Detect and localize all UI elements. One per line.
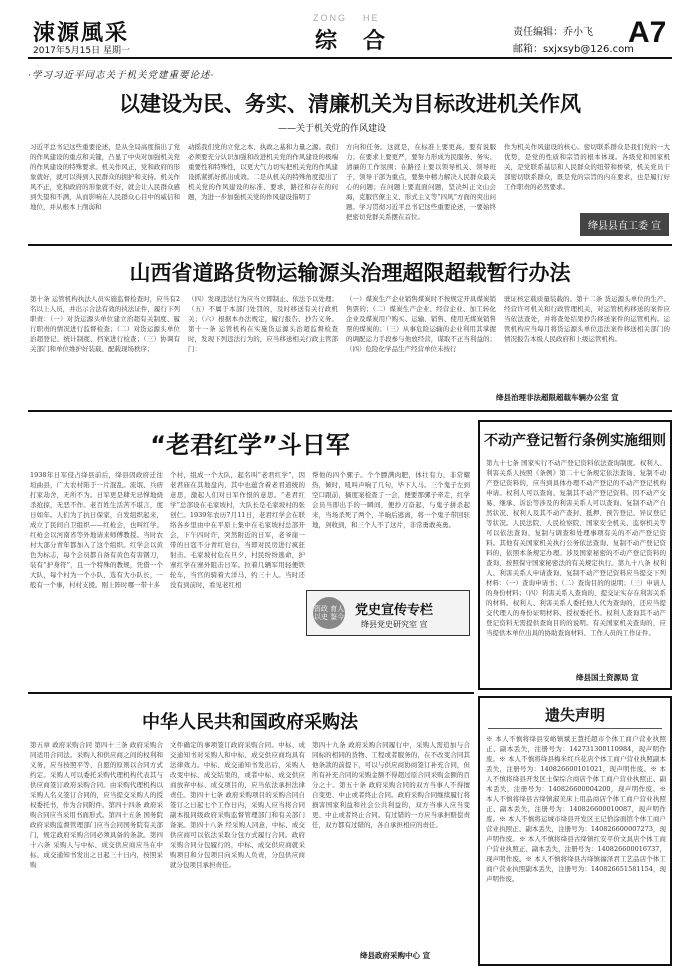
article1-title: 以建设为民、务实、清廉机关为目标改进机关作风 [119, 92, 581, 116]
article5-title: 中华人民共和国政府采购法 [142, 712, 358, 733]
header-rule [28, 57, 672, 59]
article2-column-2: （四）发现违法行为应当立即制止、依法予以处理；（五）不属于本部门处罚的，及时移送有关行政机关；（六）根据本办法规定，履行报告、抄告义务。第十一条 运管机构在实施货运源头治超监督检查时，发现下列违法行为的，应当移送相关行政主管部门： [188, 295, 338, 353]
divider-1 [28, 244, 672, 246]
party-history-box [306, 590, 470, 636]
article4-body: 第九十七条 国家实行不动产登记资料依法查询制度。权利人、利害关系人按照《条例》第二十七条规定依法查询、复制不动产登记资料的，应当到具体办理不动产登记的不动产登记机构申请。权利人可以查询、复制其不动产登记资料。因不动产交易、继承、诉讼等涉及的利害关系人可以查询、复制不动产自然状况、权利人及其不动产查封、抵押、预告登记、异议登记等状况。人民法院、人民检察院、国家安全机关、监察机关等可以依法查询、复制与调查和处理事项有关的不动产登记资料。其他有关国家机关执行公务依法查询、复制不动产登记资料的，依照本条规定办理。涉及国家秘密的不动产登记资料的查询，按照保守国家秘密法的有关规定执行。第九十八条 权利人、利害关系人申请查询、复制不动产登记资料应当提交下列材料：（一）查询申请书；（二）查询目的的说明；（三）申请人的身份材料；（四）利害关系人查询的，提交证实存在利害关系的材料。权利人、利害关系人委托他人代为查询的，还应当提交代理人的身份证明材料、授权委托书。权利人查询其不动产登记资料无需提供查询目的的说明。有关国家机关查询的，应当提供本单位出具的协助查询材料、工作人员的工作证件。 [486, 459, 666, 637]
article1-subtitle: ——关于机关党的作风建设 [278, 124, 387, 134]
lost-notice-rule [488, 728, 662, 729]
issue-date: 2017年5月15日 星期一 [33, 46, 130, 56]
party-history-signature: 绛县党史研究室 宣 [361, 620, 428, 629]
article5-column-2: 文件确定的事项签订政府采购合同。中标、成交通知书对采购人和中标、成交供应商均具有法律效力。中标、成交通知书发出后，采购人改变中标、成交结果的，或者中标、成交供应商放弃中标、成交项目的，应当依法承担法律责任。第四十七条 政府采购项目的采购合同自签订之日起七个工作日内，采购人应当将合同副本报同级政府采购监督管理部门和有关部门备案。第四十八条 经采购人同意，中标、成交供应商可以依法采取分包方式履行合同。政府采购合同分包履行的，中标、成交供应商就采购项目和分包项目向采购人负责，分包供应商就分包项目承担责任。 [170, 741, 305, 869]
article2-column-4: 驶证核定载质量装载的。第十二条 货运源头单位的生产、经营许可机关和行政管理机关，对运管机构移送的案件应当依法查处，并将查处结果抄告移送案件的运管机构。运管机构应当每月将货运源头单位违法案件移送相关部门的情况报告本级人民政府和上级运管机构。 [504, 295, 670, 343]
section-pinyin-1: ZONG [313, 13, 347, 23]
article1-column-4: 作为机关作风建设的核心。密切联系群众是我们党的一大优势，是党的性质和宗旨的根本体现。各级党和国家机关，是党联系基层和人民群众的纽带和桥梁，机关党员干部密切联系群众，既是党的宗旨的内在要求，也是履行好工作职责的必然要求。 [504, 143, 670, 191]
article1-column-2: 动摇我们党的立党之本、执政之基和力量之源。我们必须要充分认识加强和改进机关党的作风建设的极端重要性和特殊性，以更大气力切实把机关党的作风建设抓紧抓好抓出成效。二是从机关的特殊角度提出了机关党的作风建设的标准、要求，路径和存在的问题，为进一步加强机关党的作风建设指明了 [188, 143, 338, 201]
section-pinyin-2: HE [363, 13, 380, 23]
section-title: 综合 [315, 29, 412, 54]
article5-column-3: 第四十九条 政府采购合同履行中，采购人需追加与合同标的相同的货物、工程或者服务的，在不改变合同其他条款的前提下，可以与供应商协商签订补充合同，但所有补充合同的采购金额不得超过原合同采购金额的百分之十。第五十条 政府采购合同的双方当事人不得擅自变更、中止或者终止合同。政府采购合同继续履行将损害国家利益和社会公共利益的，双方当事人应当变更、中止或者终止合同。有过错的一方应当承担赔偿责任，双方都有过错的，各自承担相应的责任。 [312, 741, 470, 829]
newspaper-name: 涑源風采 [33, 21, 130, 46]
article1-kicker: ·学习习近平同志关于机关党建重要论述· [28, 70, 215, 81]
divider-2 [28, 410, 672, 412]
party-history-seal: 资政 育人 以史 鉴今 [313, 597, 345, 629]
article3-column-3: 帮他的四个骡子。个个膘满肉肥，体壮有力，非常耀热，倾时，吼叫声响了几句，毕下人马。三个鬼子左到空口跟前，摘度案检查了一会，便要那骡子牵走，红学会员当即出手的一瞬间，便抄刀奋起，与鬼子拼杀起来，当场杀死了两个，半晌后逃离，将一个鬼子带回驻地，剑收到，和三个人不了这片，非常勇敢英勇。 [312, 471, 470, 529]
article3-title: “老君红学”斗日军 [150, 431, 350, 459]
lost-notice-title: 遗失声明 [544, 706, 605, 724]
article1-column-3: 方向和任务。这就是，在标准上要更高，要有说服力；在要求上要更严，要努力形成为民服务、务实、清廉的工作氛围；在路径上要以领导机关、领导班子、领导干部为重点，要集中精力解决人民群众最关心的问题；在问题上要直面问题，坚决纠正文山会海，克服官僚主义、形式主义等“四风”方面的突出问题。学习贯彻习近平总书记这些重要论述，一要始终把密切党群关系摆在首位。 [346, 143, 496, 221]
article2-signature: 绛县治理非法超限超载车辆办公室 宣 [496, 393, 619, 402]
party-history-title: 党史宣传专栏 [355, 603, 434, 618]
article1-column-1: 习近平总书记这些重要论述，是从全局高度指出了党的作风建设的重点和关键，凸显了中央对加强机关党的作风建设的特殊要求。机关作风正，党和政府的形象就好，就可以得到人民群众的拥护和支持。机关作风不正，党和政府的形象就不好，就会让人民群众感到失望和不满，从而影响在人民群众心目中的威信和地位，并从根本上削弱和 [30, 143, 180, 211]
page-number: A7 [628, 16, 667, 49]
article4-signature: 绛县国土资源局 宣 [576, 673, 639, 682]
article1-signature: 绛县县直工委 宣 [580, 213, 669, 236]
editor-credit: 责任编辑：乔小飞 [513, 27, 593, 38]
article3-column-2: 个村，组成一个大队，起名叫“老君红学”，因老君庙在其地盘内，其中也蕴含着老君道统的意思，激起人们对日军作恨的意思。“老君红学”总部设在毛家坡村，大队长是毛家坡村的张创仁。1939年农历7月11日，老君红学会在联络各乡里由中在平原上集中在毛家坡村总部开会，下午四时许，突然附近的日军，老爷崖一带的日寇不分青红皂白，当即对民房进行疯狂射击。毛家坡村危在旦夕，村民纷纷逃命，护寨红学在寨外阻击日军。拉着几辆军用轻便铁轮车，当官的骑着大洋马，约三十人。当时还没有到前时，看见老红相 [170, 471, 305, 589]
article2-column-1: 第十条 运管机构执法人员实施监督检查时，应当有2名以上人员，并出示合法有效的执法证件，履行下列职责：（一）对货运源头单位建立治超有关制度、履行职责的情况进行监督检查；（二）对货运源头单位治超登记、统计制度、档案进行检查；（三）协调有关部门和单位维护好装载、配载现场秩序； [30, 295, 180, 353]
article2-title: 山西省道路货物运输源头治理超限超载暂行办法 [129, 261, 571, 285]
article3-column-1: 1938年日军侵占绛县前后，绛县因政府迁往垣曲县，广大农村陷于一片混乱。流氓、兵痞打家劫舍，无所不为。日军更是肆无忌惮地烧杀抢掠，无恶不作。老百姓生活苦不堪言，度日如年。人们为了抗日保家，自发组织起来，成立了民间自卫组织——红枪会，也叫红学。红枪会以河南省等外地请来师傅教授。当时农村大部分青年都加入了这个组织。红学会以黄色为标志，每个会员都自备有黄色有害钢刀，装有“护身符”，且一个特殊的教规，凭借一个大队，每个村为一个小队，选有大小队长，一般有一个事，村村支援。刚上阵时哪一带十多 [30, 471, 163, 589]
article2-column-3: （一）煤炭生产企业销售煤炭时不按规定开具煤炭销售票的；（二）煤炭生产企业、经营企业、加工转化企业及煤炭用户购买、运输、销售、使用无煤炭销售票的煤炭的；（三）从事危险运输的企业利用其掌握的调配运力手段参与他放经营，谋取不正当利益的；（四）危险化学品生产经营单位未按行 [346, 295, 496, 353]
article3-column-4 [312, 640, 470, 670]
editor-email: 邮箱：sxjxsyb@126.com [513, 44, 634, 55]
lost-notice-body: ※ 本人不慎将绛县安峪镇斌王慧托超市个体工商户营业执照正、副本丢失，注册号为：142731300110984，现声明作废。※ 本人不慎将绛县梅米红兵花店个体工商户营业执照副本丢失，注册号为：140826600101021，现声明作废。※ 本人不慎将绛县开发区士保综合商店个体工商户营业执照正、副本丢失，注册号为：140826600004200，现声明作废。※ 本人不慎将绛县古绛镇淑美床上用品商店个体工商户营业执照正、副本丢失，注册号为：140826600010087，现声明作废。※ 本人不慎将运城市绛县开发区王记恰涂面馆个体工商户营业执照正、副本丢失，注册号为：140826600007273，现声明作废。※ 本人不慎将绛县古绛镇红安平价文具店个体工商户营业执照正、副本丢失，注册号为：140826600016737，现声明作废。※ 本人不慎将绛县古绛镇福泽君工艺品店个体工商户营业执照副本丢失，注册号为：140826651581154，现声明作废。 [486, 735, 666, 883]
article5-signature: 绛县政府采购中心 宣 [360, 951, 431, 960]
article5-column-1: 第五章 政府采购合同 第四十三条 政府采购合同适用合同法。采购人和供应商之间的权利和义务，应当按照平等、自愿的原则以合同方式约定。采购人可以委托采购代理机构代表其与供应商签订政府采购合同。由采购代理机构以采购人名义签订合同的，应当提交采购人的授权委托书，作为合同附件。第四十四条 政府采购合同应当采用书面形式。第四十五条 国务院政府采购监督管理部门应当会同国务院有关部门，规定政府采购合同必须具备的条款。第四十六条 采购人与中标、成交供应商应当在中标、成交通知书发出之日起三十日内，按照采购 [30, 741, 163, 869]
article4-title: 不动产登记暂行条例实施细则 [484, 433, 666, 449]
divider-3 [28, 692, 474, 694]
